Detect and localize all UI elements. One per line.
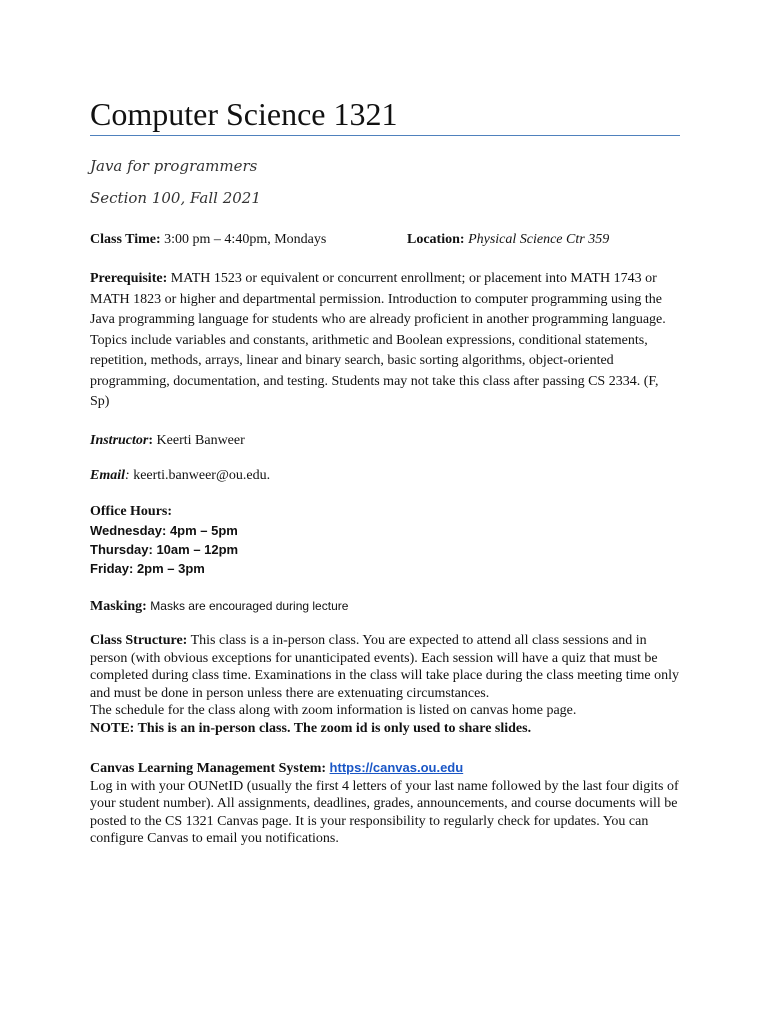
class-structure-paragraph [90,632,680,737]
class-time-label: Class Time: [90,232,161,247]
class-time-value: 3:00 pm – 4:40pm, Mondays [164,232,327,247]
instructor-line [90,431,680,451]
office-hours-item: Wednesday: 4pm – 5pm [90,523,238,538]
office-hours-item: Thursday: 10am – 12pm [90,542,239,557]
location-line [407,230,687,250]
instructor-name: Keerti Banweer [156,433,245,448]
masking-text: Masks are encouraged during lecture [150,599,349,613]
canvas-paragraph [90,759,680,848]
canvas-text: Log in with your OUNetID (usually the first 4 letters of your last name followed by the last four digits of your student number). All assignments, deadlines, grades, announcements, and course documents will be posted to the CS 1321 Canvas page. It is your responsibility to regularly check for updates. You can configure Canvas to email you notifications. [90,778,679,846]
class-structure-text: This class is a in-person class. You are expected to attend all class sessions and in person (with obvious exceptions for unanticipated events). Each session will have a quiz that must be completed during class time. Examinations in the class will take place during the class meeting time only and must be done in person unless there are extenuating circumstances. [90,633,680,701]
prerequisite-paragraph [90,269,680,413]
office-hours-item: Friday: 2pm – 3pm [90,561,205,576]
prerequisite-text: MATH 1523 or equivalent or concurrent enrollment; or placement into MATH 1743 or MATH 1823 or higher and departmental permission. Introduction to computer programming using the Java programming language for students who are already proficient in another programming language. Topics include variables and constants, arithmetic and Boolean expressions, conditional statements, repetition, methods, arrays, linear and binary search, basic sorting algorithms, object-oriented programming, documentation, and testing. Students may not take this class after passing CS 2334. (F, Sp) [90,271,666,409]
title-divider [90,135,680,136]
schedule-text: The schedule for the class along with zoom information is listed on canvas home page. [90,703,577,718]
prerequisite-label: Prerequisite: [90,271,168,286]
instructor-label: Instructor [90,433,149,448]
email-label: Email [90,468,126,483]
masking-line [90,596,680,617]
instructor-colon: : [148,433,154,448]
course-subtitle: Java for programmers [90,157,258,175]
office-hours-block [90,502,680,578]
email-line [90,466,680,486]
office-hours-label: Office Hours: [90,504,173,519]
course-title: Computer Science 1321 [90,96,398,132]
masking-label: Masking: [90,599,147,614]
email-colon: : [125,468,130,483]
location-label: Location: [407,232,465,247]
in-person-note: NOTE: This is an in-person class. The zoom id is only used to share slides. [90,720,532,736]
canvas-label: Canvas Learning Management System: [90,761,327,776]
course-section: Section 100, Fall 2021 [90,189,261,207]
class-structure-label: Class Structure: [90,633,188,648]
email-value: keerti.banweer@ou.edu. [133,468,271,483]
canvas-link[interactable]: https://canvas.ou.edu [329,760,464,775]
location-value: Physical Science Ctr 359 [468,232,610,247]
